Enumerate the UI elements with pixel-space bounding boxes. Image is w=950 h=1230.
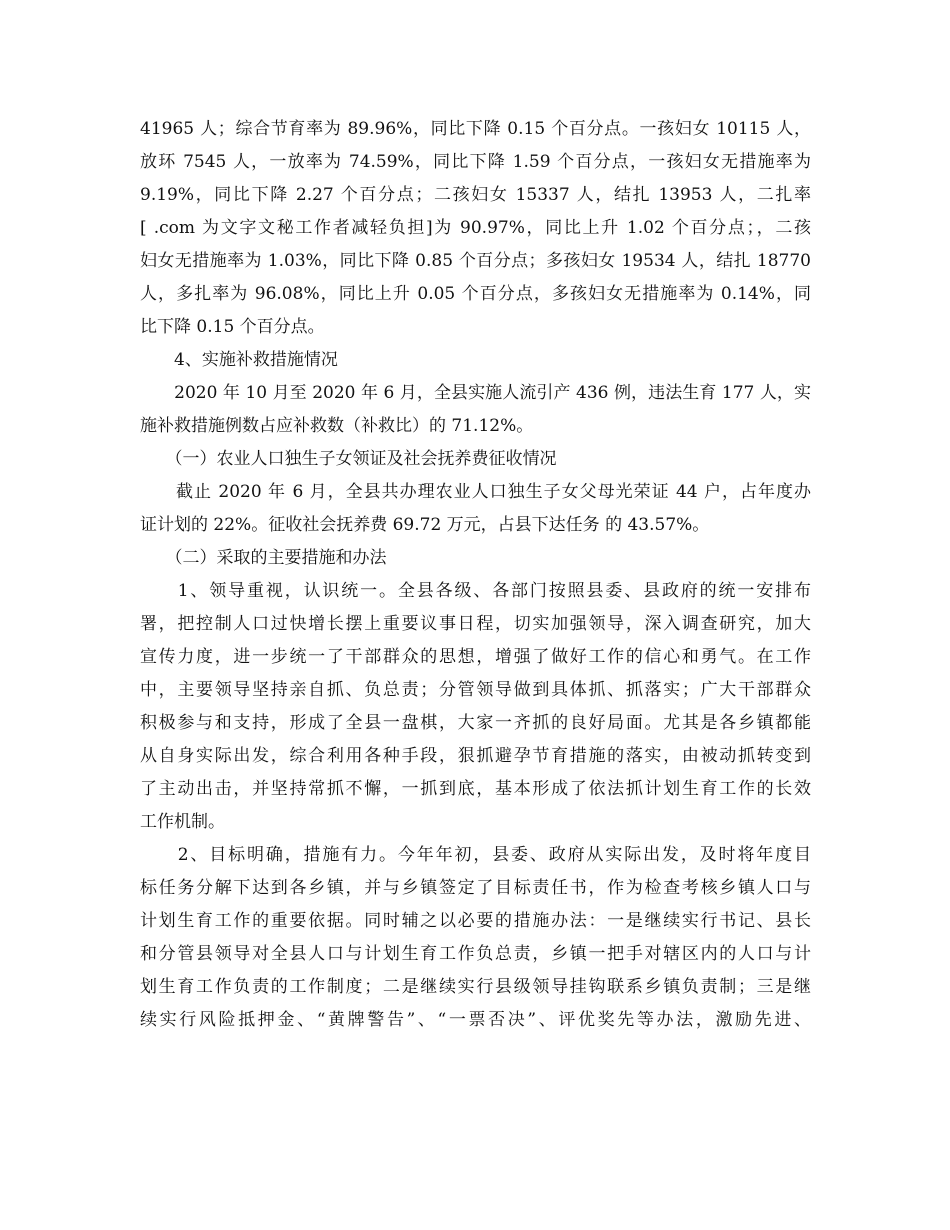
text-line: 了主动出击，并坚持常抓不懈，一抓到底，基本形成了依法抓计划生育工作的长效 xyxy=(140,779,811,799)
text-line: 证计划的 22%。征收社会抚养费 69.72 万元，占县下达任务 的 43.57%。 xyxy=(140,515,710,535)
section-heading: （二）采取的主要措施和办法 xyxy=(140,548,387,568)
text-line: 标任务分解下达到各乡镇，并与乡镇签定了目标责任书，作为检查考核乡镇人口与 xyxy=(140,878,811,898)
text-line: 放环 7545 人，一放率为 74.59%，同比下降 1.59 个百分点，一孩妇女无措施率为 xyxy=(140,152,811,172)
text-line: 积极参与和支持，形成了全县一盘棋，大家一齐抓的良好局面。尤其是各乡镇都能 xyxy=(140,713,811,733)
text-line: 计划生育工作的重要依据。同时辅之以必要的措施办法：一是继续实行书记、县长 xyxy=(140,911,811,931)
section-heading: （一）农业人口独生子女领证及社会抚养费征收情况 xyxy=(140,449,557,469)
text-line: 宣传力度，进一步统一了干部群众的思想，增强了做好工作的信心和勇气。在工作 xyxy=(140,647,811,667)
text-line: 续实行风险抵押金、“黄牌警告”、“一票否决”、评优奖先等办法，激励先进、 xyxy=(140,1010,811,1030)
section-heading: 4、实施补救措施情况 xyxy=(140,350,338,370)
text-line: 妇女无措施率为 1.03%，同比下降 0.85 个百分点；多孩妇女 19534 人，结扎 18770 xyxy=(140,251,811,271)
text-line: 1、领导重视，认识统一。全县各级、各部门按照县委、县政府的统一安排布 xyxy=(140,581,811,601)
text-line: 署，把控制人口过快增长摆上重要议事日程，切实加强领导，深入调查研究，加大 xyxy=(140,614,811,634)
text-line: 比下降 0.15 个百分点。 xyxy=(140,317,325,337)
text-line: 41965 人；综合节育率为 89.96%，同比下降 0.15 个百分点。一孩妇女 10115 人， xyxy=(140,119,811,139)
text-line: 2020 年 10 月至 2020 年 6 月，全县实施人流引产 436 例，违法生育 177 人，实 xyxy=(140,383,811,403)
text-line: 划生育工作负责的工作制度；二是继续实行县级领导挂钩联系乡镇负责制；三是继 xyxy=(140,977,811,997)
text-line: 2、目标明确，措施有力。今年年初，县委、政府从实际出发，及时将年度目 xyxy=(140,845,811,865)
text-line: 工作机制。 xyxy=(140,812,225,832)
text-line: 9.19%，同比下降 2.27 个百分点；二孩妇女 15337 人，结扎 13953 人，二扎率 xyxy=(140,185,811,205)
text-line: 截止 2020 年 6 月，全县共办理农业人口独生子女父母光荣证 44 户，占年度办 xyxy=(140,482,811,502)
text-line: 中，主要领导坚持亲自抓、负总责；分管领导做到具体抓、抓落实；广大干部群众 xyxy=(140,680,811,700)
text-line: 人，多扎率为 96.08%，同比上升 0.05 个百分点，多孩妇女无措施率为 0.14%，同 xyxy=(140,284,811,304)
text-line: [ .com 为文字文秘工作者减轻负担]为 90.97%，同比上升 1.02 个百分点；，二孩 xyxy=(140,218,811,238)
text-line: 施补救措施例数占应补救数（补救比）的 71.12%。 xyxy=(140,416,534,436)
text-line: 从自身实际出发，综合利用各种手段，狠抓避孕节育措施的落实，由被动抓转变到 xyxy=(140,746,811,766)
text-line: 和分管县领导对全县人口与计划生育工作负总责，乡镇一把手对辖区内的人口与计 xyxy=(140,944,811,964)
